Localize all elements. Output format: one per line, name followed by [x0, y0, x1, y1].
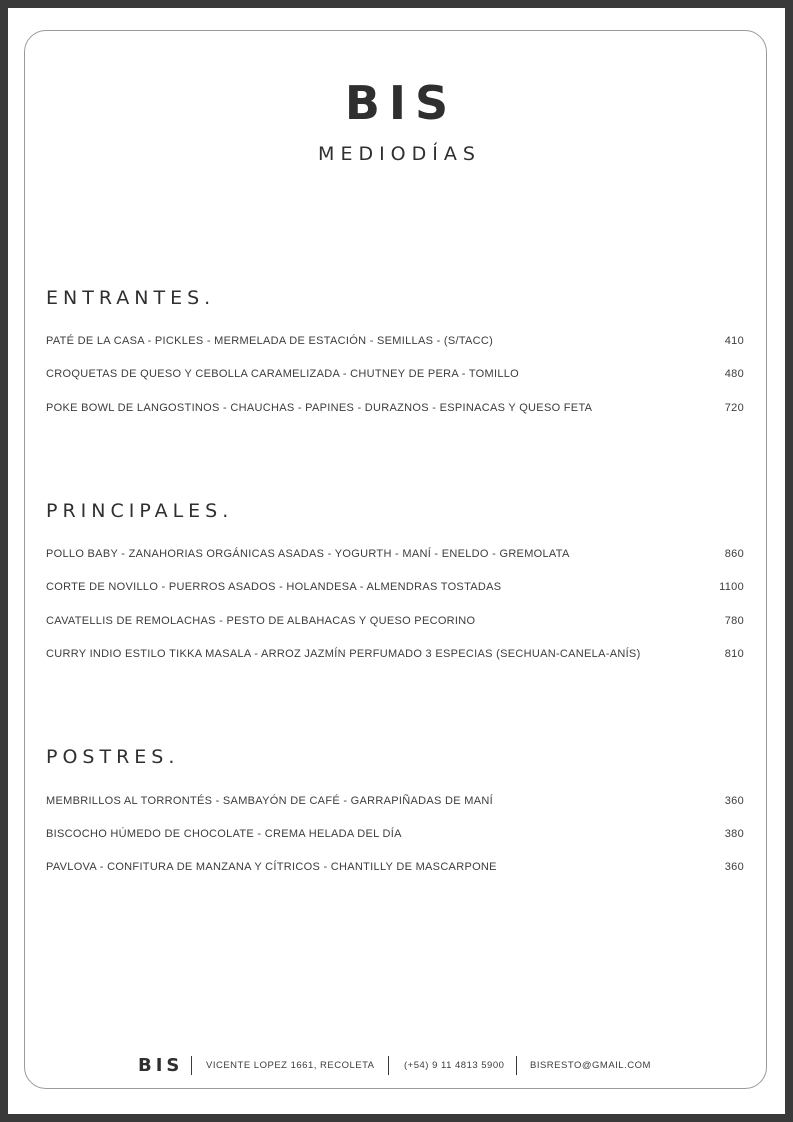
- menu-item-description: CROQUETAS DE QUESO Y CEBOLLA CARAMELIZADA - CHUTNEY DE PERA - TOMILLO: [46, 368, 520, 380]
- footer-address: VICENTE LOPEZ 1661, RECOLETA: [206, 1060, 375, 1071]
- menu-item-description: CAVATELLIS DE REMOLACHAS - PESTO DE ALBAHACAS Y QUESO PECORINO: [46, 615, 476, 627]
- menu-item: [46, 367, 744, 381]
- menu-item-price: 720: [724, 402, 744, 414]
- section-title-postres: POSTRES.: [46, 746, 180, 768]
- menu-item-price: 360: [724, 861, 744, 873]
- menu-item: [46, 860, 744, 874]
- menu-item: [46, 334, 744, 348]
- menu-item-price: 780: [724, 615, 744, 627]
- footer-phone: (+54) 9 11 4813 5900: [404, 1060, 505, 1071]
- menu-item: [46, 401, 744, 415]
- menu-item: [46, 647, 744, 661]
- footer-divider: [191, 1056, 192, 1075]
- menu-item-description: MEMBRILLOS AL TORRONTÉS - SAMBAYÓN DE CAFÉ - GARRAPIÑADAS DE MANÍ: [46, 795, 493, 807]
- menu-item-description: PAVLOVA - CONFITURA DE MANZANA Y CÍTRICOS - CHANTILLY DE MASCARPONE: [46, 861, 497, 873]
- footer: [8, 1055, 785, 1079]
- menu-subtitle: MEDIODÍAS: [318, 143, 481, 165]
- menu-page: [8, 8, 785, 1114]
- menu-item-description: POKE BOWL DE LANGOSTINOS - CHAUCHAS - PAPINES - DURAZNOS - ESPINACAS Y QUESO FETA: [46, 402, 593, 414]
- menu-item: [46, 614, 744, 628]
- footer-email: BISRESTO@GMAIL.COM: [530, 1060, 651, 1071]
- menu-item: [46, 794, 744, 808]
- menu-item-price: 810: [724, 648, 744, 660]
- menu-item-price: 860: [724, 548, 744, 560]
- menu-item-price: 410: [724, 335, 744, 347]
- section-title-entrantes: ENTRANTES.: [46, 287, 216, 309]
- menu-item-description: BISCOCHO HÚMEDO DE CHOCOLATE - CREMA HELADA DEL DÍA: [46, 828, 402, 840]
- brand-logo: BIS: [344, 76, 458, 130]
- menu-item: [46, 827, 744, 841]
- section-title-principales: PRINCIPALES.: [46, 500, 234, 522]
- menu-item-price: 380: [724, 828, 744, 840]
- menu-item-description: CURRY INDIO ESTILO TIKKA MASALA - ARROZ JAZMÍN PERFUMADO 3 ESPECIAS (SECHUAN-CANELA-ANÍS): [46, 648, 641, 660]
- menu-item-description: CORTE DE NOVILLO - PUERROS ASADOS - HOLANDESA - ALMENDRAS TOSTADAS: [46, 581, 502, 593]
- footer-divider: [516, 1056, 517, 1075]
- menu-item-price: 1100: [719, 581, 744, 593]
- footer-brand-logo: BIS: [138, 1055, 184, 1076]
- menu-item: [46, 547, 744, 561]
- menu-item: [46, 580, 744, 594]
- menu-item-description: POLLO BABY - ZANAHORIAS ORGÁNICAS ASADAS - YOGURTH - MANÍ - ENELDO - GREMOLATA: [46, 548, 570, 560]
- menu-item-price: 480: [724, 368, 744, 380]
- menu-item-description: PATÉ DE LA CASA - PICKLES - MERMELADA DE ESTACIÓN - SEMILLAS - (S/TACC): [46, 335, 494, 347]
- menu-item-price: 360: [724, 795, 744, 807]
- footer-divider: [388, 1056, 389, 1075]
